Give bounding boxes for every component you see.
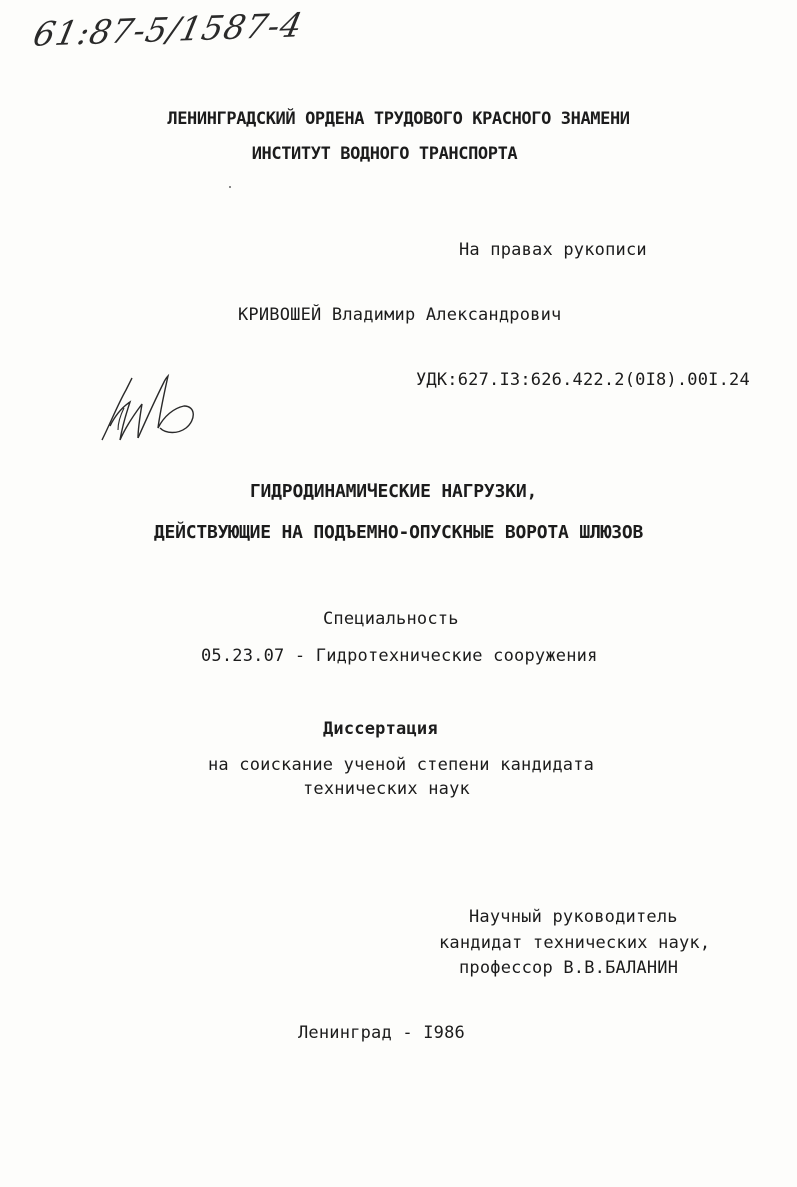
supervisor-line-1: Научный руководитель bbox=[469, 907, 678, 927]
dissertation-line-2: технических наук bbox=[303, 779, 470, 799]
udc-code: УДК:627.I3:626.422.2(0I8).00I.24 bbox=[416, 370, 750, 390]
signature-icon bbox=[96, 368, 208, 448]
title-line-2: ДЕЙСТВУЮЩИЕ НА ПОДЪЕМНО-ОПУСКНЫЕ ВОРОТА ШЛЮЗОВ bbox=[153, 522, 644, 543]
institution-line-1: ЛЕНИНГРАДСКИЙ ОРДЕНА ТРУДОВОГО КРАСНОГО ЗНАМЕНИ bbox=[167, 109, 630, 129]
supervisor-line-2: кандидат технических наук, bbox=[439, 933, 711, 953]
title-line-1: ГИДРОДИНАМИЧЕСКИЕ НАГРУЗКИ, bbox=[249, 481, 538, 502]
dissertation-line-1: на соискание ученой степени кандидата bbox=[208, 755, 595, 775]
archive-mark-handwritten: 61:87-5/1587-4 bbox=[29, 5, 307, 54]
institution-line-2: ИНСТИТУТ ВОДНОГО ТРАНСПОРТА bbox=[251, 144, 518, 164]
author-name: КРИВОШЕЙ Владимир Александрович bbox=[238, 305, 562, 325]
paper-speck bbox=[229, 186, 231, 188]
specialty-value: 05.23.07 - Гидротехнические сооружения bbox=[201, 646, 598, 666]
dissertation-label: Диссертация bbox=[323, 719, 438, 739]
supervisor-line-3: профессор В.В.БАЛАНИН bbox=[459, 958, 679, 978]
place-year: Ленинград - I986 bbox=[298, 1023, 465, 1043]
specialty-label: Специальность bbox=[323, 609, 459, 629]
manuscript-rights: На правах рукописи bbox=[459, 240, 647, 260]
